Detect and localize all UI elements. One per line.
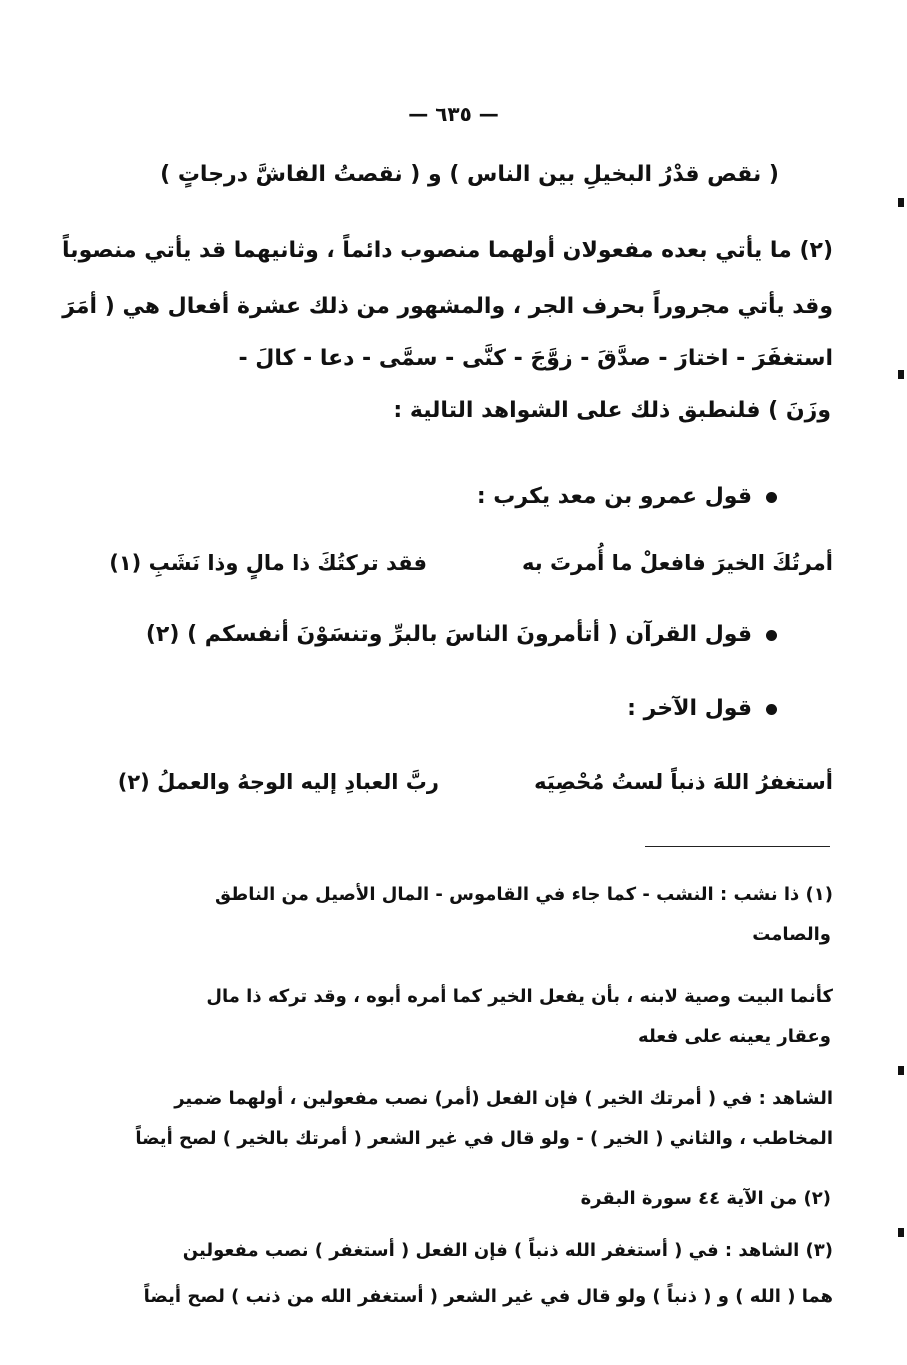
- bullet-text: قول القرآن ( أتأمرونَ الناسَ بالبرِّ وتنسَوْنَ أنفسكم ) (٢): [145, 622, 752, 647]
- footnote-line: (٢) من الآية ٤٤ سورة البقرة: [580, 1188, 831, 1209]
- example-line: ( نقص قدْرُ البخيلِ بين الناس ) و ( نقصتُ الفاشَّ درجاتٍ ): [160, 162, 779, 187]
- bullet-item: [477, 484, 777, 509]
- bullet-item: [627, 696, 777, 721]
- verse-second-hemistich: ربَّ العبادِ إليه الوجهُ والعملُ (٢): [117, 770, 439, 794]
- footnote-line: الشاهد : في ( أمرتك الخير ) فإن الفعل (أمر) نصب مفعولين ، أولهما ضمير: [174, 1088, 833, 1109]
- verse-first-hemistich: أمرتُكَ الخيرَ فافعلْ ما أُمرتَ به: [522, 551, 833, 575]
- verse-second-hemistich: فقد تركتُكَ ذا مالٍ وذا نَشَبِ (١): [109, 551, 427, 575]
- bullet-text: قول عمرو بن معد يكرب :: [476, 484, 752, 509]
- margin-mark: [898, 198, 904, 207]
- paragraph-line: استغفَرَ - اختارَ - صدَّقَ - زوَّجَ - كنَّى - سمَّى - دعا - كالَ -: [238, 346, 833, 371]
- margin-mark: [898, 1228, 904, 1237]
- bullet-icon: [766, 630, 777, 641]
- margin-mark: [898, 1066, 904, 1075]
- paragraph-line: (٢) ما يأتي بعده مفعولان أولهما منصوب دائماً ، وثانيهما قد يأتي منصوباً: [62, 238, 833, 263]
- paragraph-line: وقد يأتي مجروراً بحرف الجر ، والمشهور من ذلك عشرة أفعال هي ( أمَرَ: [62, 294, 833, 319]
- footnote-line: المخاطب ، والثاني ( الخير ) - ولو قال في غير الشعر ( أمرتك بالخير ) لصح أيضاً: [135, 1128, 833, 1149]
- verse-first-hemistich: أستغفرُ اللهَ ذنباً لستُ مُحْصِيَه: [534, 770, 833, 794]
- footnote-line: هما ( الله ) و ( ذنباً ) ولو قال في غير الشعر ( أستغفر الله من ذنب ) لصح أيضاً: [143, 1286, 833, 1307]
- paragraph-line: وزَنَ ) فلنطبق ذلك على الشواهد التالية :: [393, 398, 831, 423]
- footnote-line: كأنما البيت وصية لابنه ، بأن يفعل الخير كما أمره أبوه ، وقد تركه ذا مال: [206, 986, 833, 1007]
- footnote-line: (١) ذا نشب : النشب - كما جاء في القاموس - المال الأصيل من الناطق: [215, 884, 833, 905]
- footnote-line: (٣) الشاهد : في ( أستغفر الله ذنباً ) فإن الفعل ( أستغفر ) نصب مفعولين: [182, 1240, 833, 1261]
- bullet-icon: [766, 492, 777, 503]
- bullet-icon: [766, 704, 777, 715]
- footnote-line: والصامت: [752, 924, 831, 945]
- page-number: — ٦٣٥ —: [408, 102, 499, 126]
- bullet-text: قول الآخر :: [627, 696, 752, 721]
- margin-mark: [898, 370, 904, 379]
- bullet-item: [146, 622, 777, 647]
- footnote-divider: [645, 846, 830, 847]
- footnote-line: وعقار يعينه على فعله: [638, 1026, 831, 1047]
